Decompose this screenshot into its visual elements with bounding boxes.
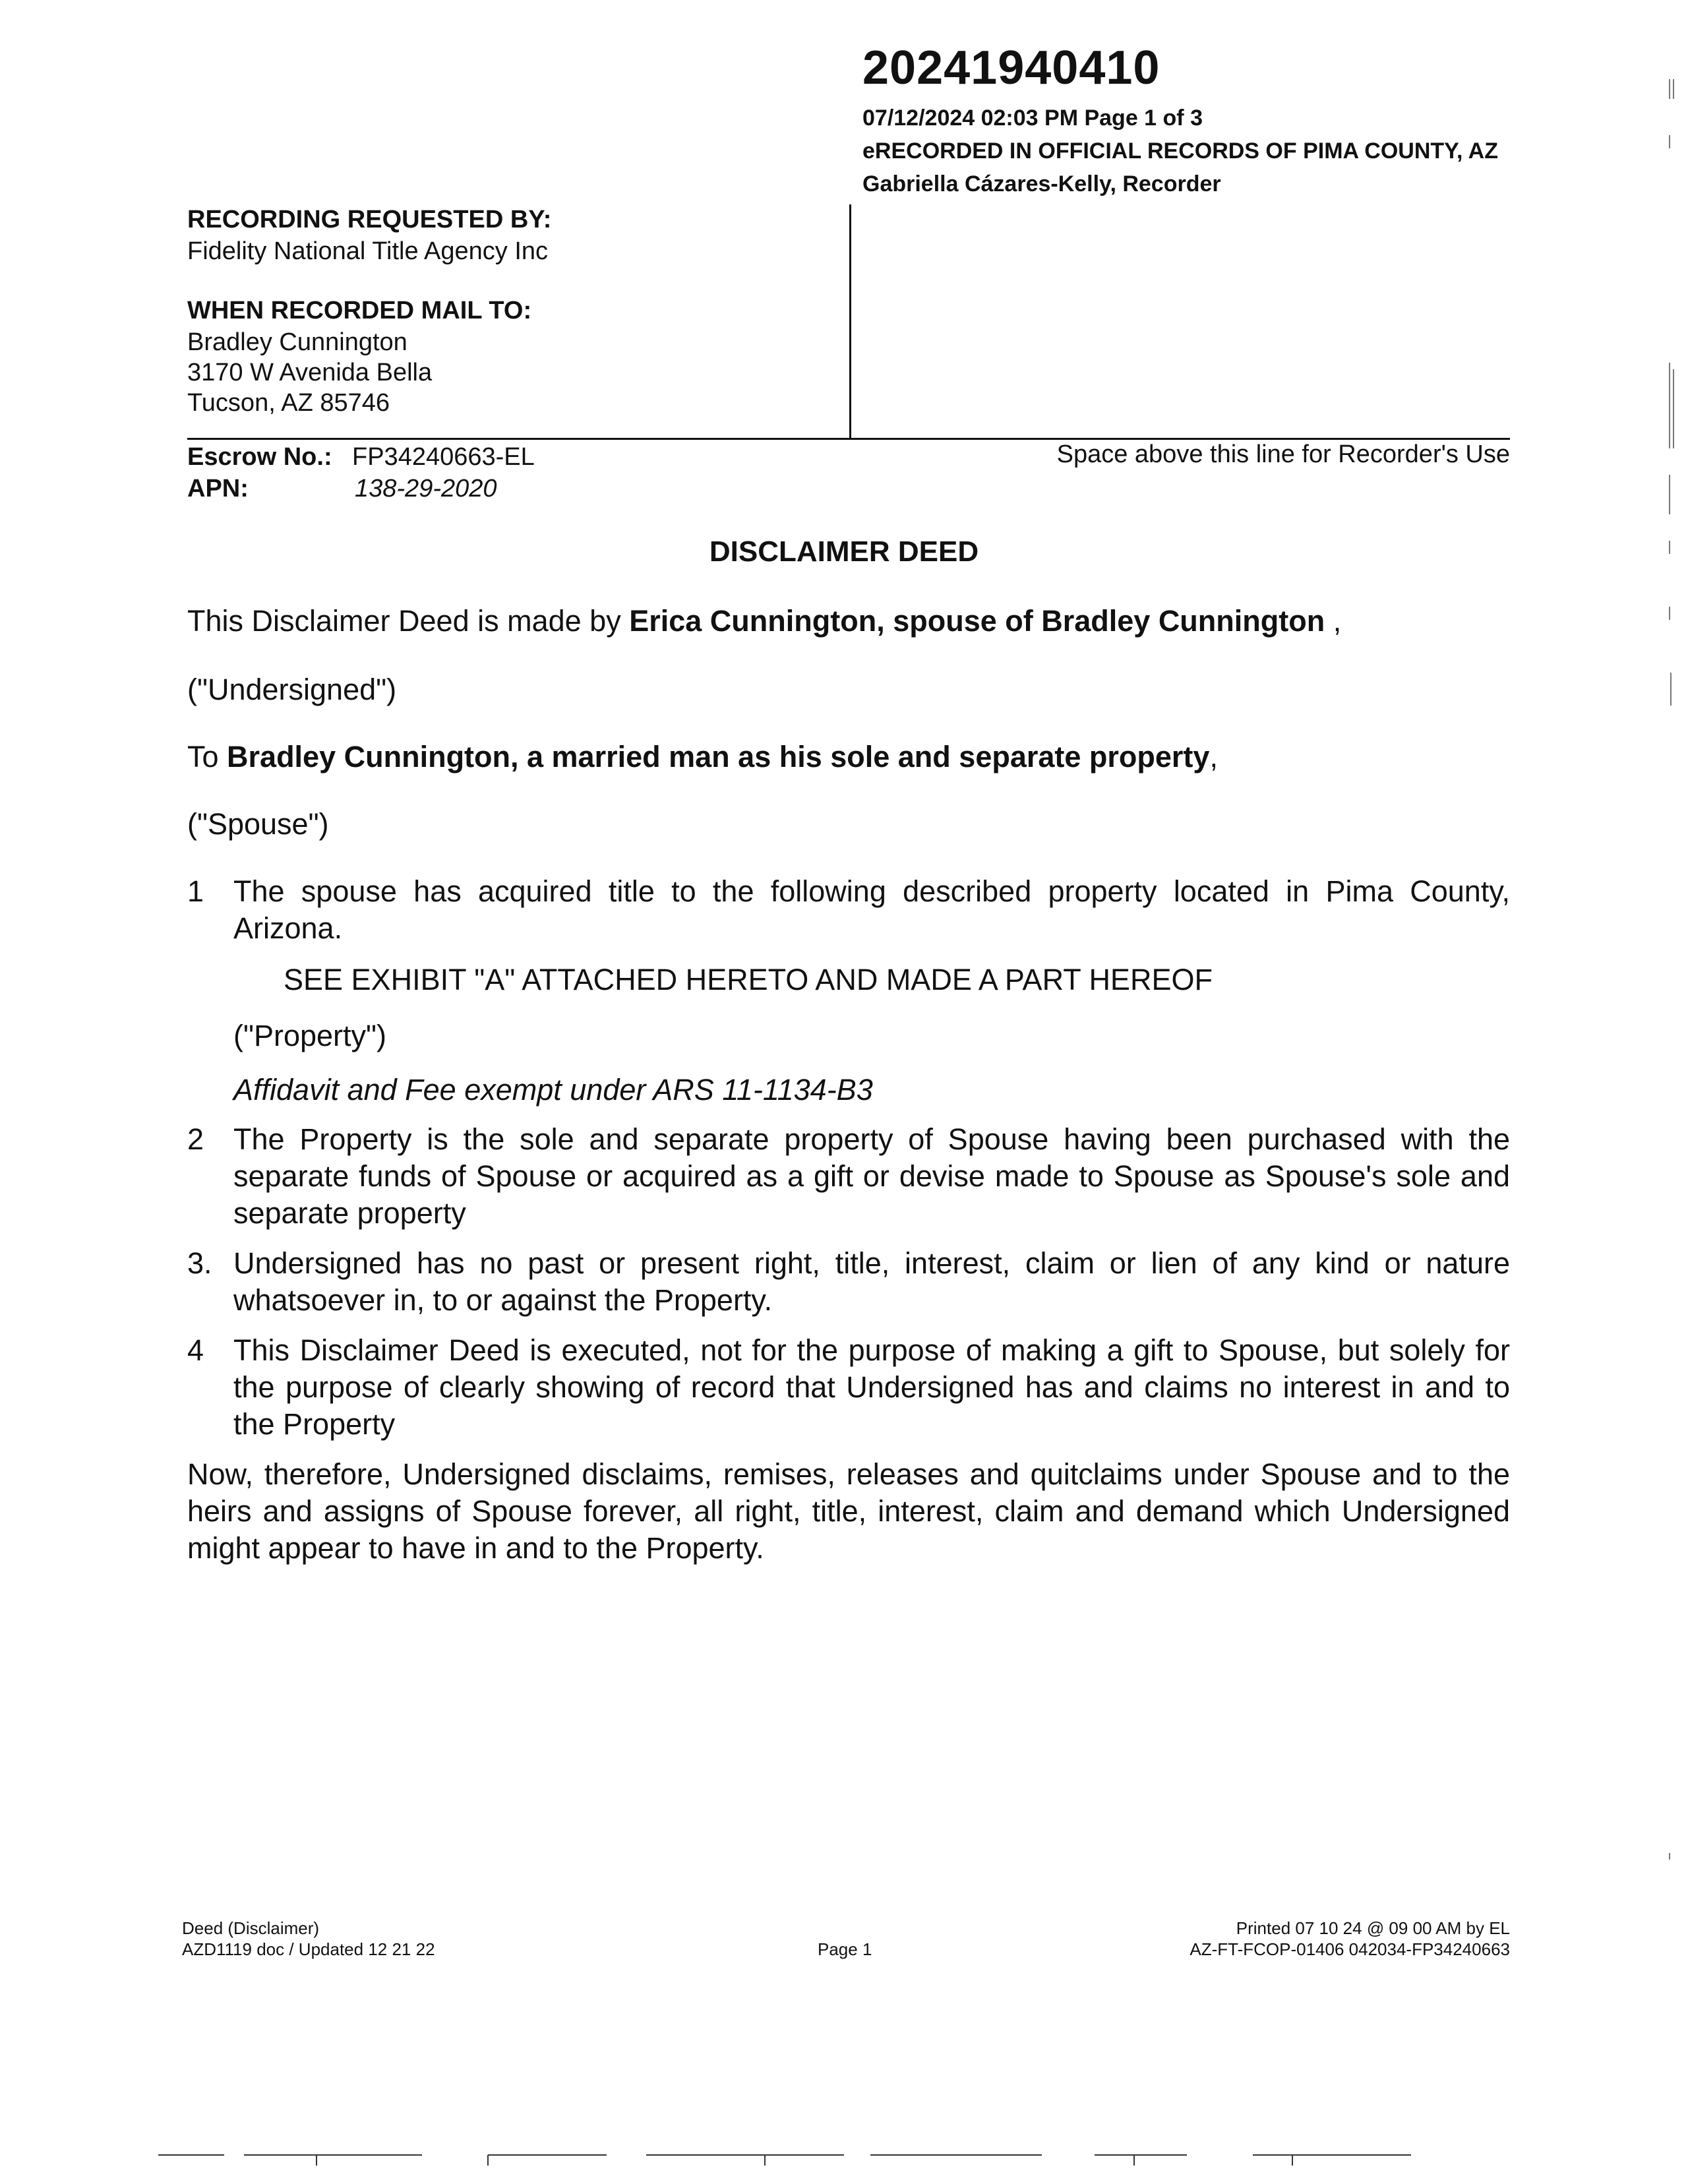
mail-to-city: Tucson, AZ 85746 (187, 389, 390, 417)
list-item (187, 873, 1510, 947)
closing-paragraph: Now, therefore, Undersigned disclaims, remises, releases and quitclaims under Spouse and to the heirs and assigns of Spouse forever, all right, title, interest, claim and demand which Undersigned might appear to have in and to the Property. (187, 1457, 1510, 1565)
undersigned-label: ("Undersigned") (187, 673, 397, 706)
grantee-name: Bradley Cunnington, a married man as his sole and separate property (227, 740, 1210, 774)
footer-printed: Printed 07 10 24 @ 09 00 AM by EL (1236, 1918, 1510, 1938)
to-suffix: , (1209, 740, 1218, 774)
exhibit-reference: SEE EXHIBIT "A" ATTACHED HERETO AND MADE A PART HEREOF (284, 963, 1213, 996)
grantee-paragraph (187, 739, 1510, 775)
item-text: The spouse has acquired title to the following described property located in Pima County, Arizona. (233, 874, 1510, 945)
affidavit-exemption: Affidavit and Fee exempt under ARS 11-1134-B3 (233, 1073, 873, 1107)
mail-to-label: WHEN RECORDED MAIL TO: (187, 297, 532, 324)
mail-to-name: Bradley Cunnington (187, 328, 407, 356)
scan-edge-marks (119, 2151, 1543, 2167)
apn-label: APN: (187, 475, 249, 502)
recording-date-page: 07/12/2024 02:03 PM Page 1 of 3 (862, 106, 1203, 131)
list-item (187, 1332, 1510, 1443)
item-number: 3. (187, 1246, 212, 1280)
item-number: 2 (187, 1122, 204, 1156)
intro-prefix: This Disclaimer Deed is made by (187, 604, 630, 638)
to-prefix: To (187, 740, 227, 774)
mail-to-street: 3170 W Avenida Bella (187, 359, 433, 386)
apn-value: 138-29-2020 (355, 475, 497, 502)
recorder-use-note: Space above this line for Recorder's Use (1056, 440, 1510, 468)
item-number: 4 (187, 1333, 204, 1367)
footer-left (182, 1918, 435, 1960)
spouse-label: ("Spouse") (187, 807, 329, 841)
footer-form-code: AZD1119 doc / Updated 12 21 22 (182, 1939, 435, 1959)
item-text: The Property is the sole and separate property of Spouse having been purchased with the separate funds of Spouse or acquired as a gift or devise made to Spouse as Spouse's sole and separate property (233, 1122, 1510, 1230)
scan-side-marks (1656, 79, 1683, 1860)
document-title: DISCLAIMER DEED (709, 535, 979, 568)
property-label: ("Property") (233, 1019, 386, 1052)
requested-by-label: RECORDING REQUESTED BY: (187, 206, 552, 233)
recorder-box-horizontal-rule (187, 438, 1510, 440)
item-text: This Disclaimer Deed is executed, not for the purpose of making a gift to Spouse, but solely for the purpose of clearly showing of record that Undersigned has and claims no interest in and to the Property (233, 1333, 1510, 1441)
list-item (187, 1121, 1510, 1232)
intro-paragraph (187, 603, 1510, 640)
escrow-label: Escrow No.: (187, 443, 332, 471)
recording-official: eRECORDED IN OFFICIAL RECORDS OF PIMA COUNTY, AZ (862, 138, 1499, 164)
requested-by-value: Fidelity National Title Agency Inc (187, 237, 549, 265)
footer-form-name: Deed (Disclaimer) (182, 1918, 320, 1938)
recorder-box-vertical-rule (849, 204, 851, 439)
item-text: Undersigned has no past or present right, title, interest, claim or lien of any kind or nature whatsoever in, to or against the Property. (233, 1246, 1510, 1317)
recording-recorder: Gabriella Cázares-Kelly, Recorder (862, 171, 1221, 197)
list-item (187, 1245, 1510, 1319)
intro-suffix: , (1325, 604, 1342, 638)
recording-number: 20241940410 (862, 42, 1160, 94)
item-number: 1 (187, 874, 204, 908)
escrow-value: FP34240663-EL (352, 443, 535, 471)
footer-file-code: AZ-FT-FCOP-01406 042034-FP34240663 (1190, 1939, 1510, 1959)
grantor-name: Erica Cunnington, spouse of Bradley Cunnington (629, 604, 1325, 638)
footer-right (1190, 1918, 1510, 1960)
footer-page-number: Page 1 (818, 1939, 872, 1959)
